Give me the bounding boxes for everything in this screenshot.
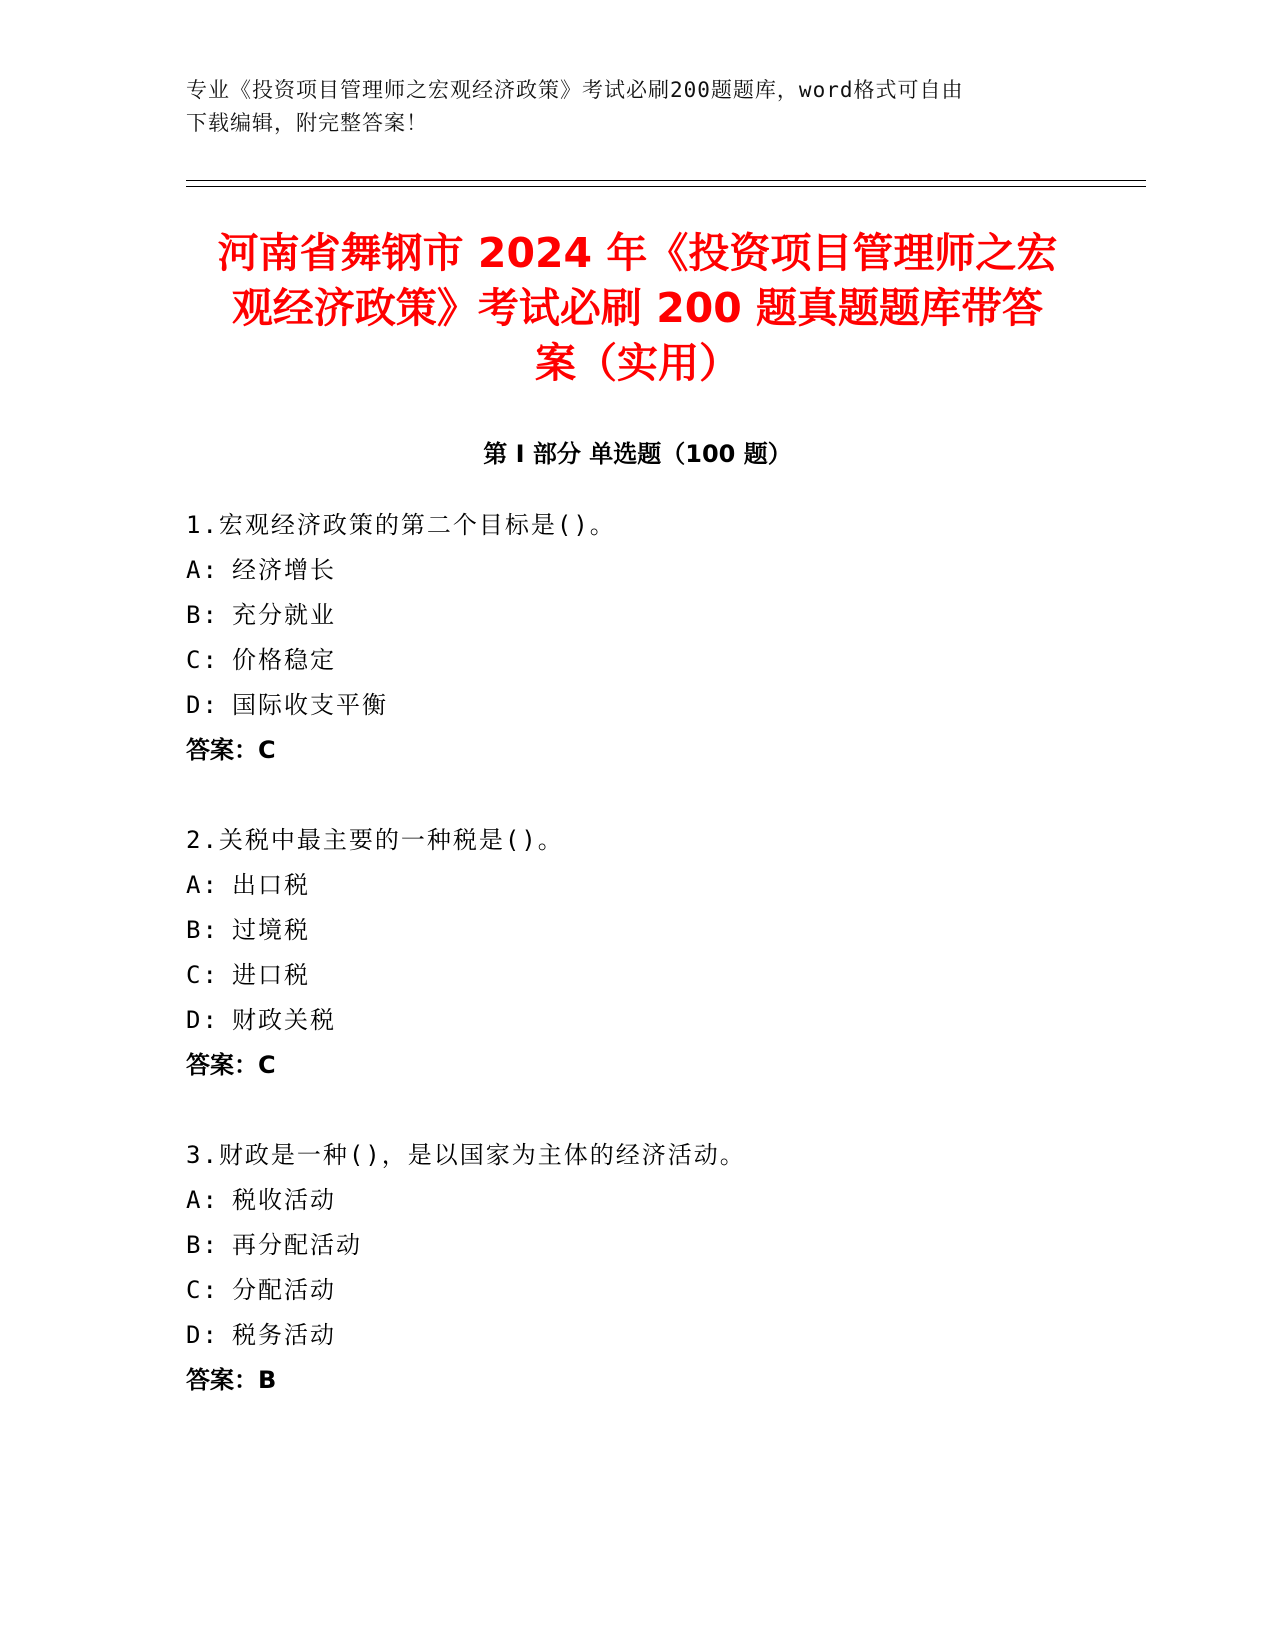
header-note-line-2: 下载编辑，附完整答案！ <box>186 111 428 135</box>
option-key: A: <box>186 871 219 899</box>
option-text: 进口税 <box>232 961 310 989</box>
option-key: B: <box>186 601 219 629</box>
header-divider-bottom <box>186 186 1146 187</box>
document-title-line-3: 案（实用） <box>535 339 740 387</box>
option-key: D: <box>186 1006 219 1034</box>
option-key: D: <box>186 691 219 719</box>
answer: 答案：C <box>186 736 276 764</box>
option-text: 充分就业 <box>232 601 336 629</box>
question-stem: 3.财政是一种()，是以国家为主体的经济活动。 <box>186 1141 746 1169</box>
question-1 <box>186 510 1086 780</box>
document-title-line-1: 河南省舞钢市 2024 年《投资项目管理师之宏 <box>217 229 1058 277</box>
option-text: 过境税 <box>232 916 310 944</box>
option-text: 价格稳定 <box>232 646 336 674</box>
header-divider-top <box>186 180 1146 181</box>
option-key: A: <box>186 1186 219 1214</box>
option-a <box>186 1185 1086 1230</box>
question-2 <box>186 825 1086 1095</box>
option-text: 分配活动 <box>232 1276 336 1304</box>
document-title <box>170 226 1105 391</box>
question-3 <box>186 1140 1086 1410</box>
option-a <box>186 555 1086 600</box>
answer: 答案：C <box>186 1051 276 1079</box>
section-heading: 第 I 部分 单选题（100 题） <box>483 440 792 468</box>
option-text: 税务活动 <box>232 1321 336 1349</box>
header-note-line-1: 专业《投资项目管理师之宏观经济政策》考试必刷200题题库，word格式可自由 <box>186 78 964 102</box>
option-b <box>186 915 1086 960</box>
option-text: 国际收支平衡 <box>232 691 388 719</box>
option-text: 税收活动 <box>232 1186 336 1214</box>
option-key: C: <box>186 646 219 674</box>
option-key: C: <box>186 961 219 989</box>
option-b <box>186 600 1086 645</box>
option-key: A: <box>186 556 219 584</box>
option-key: C: <box>186 1276 219 1304</box>
option-text: 出口税 <box>232 871 310 899</box>
option-d <box>186 1320 1086 1365</box>
answer: 答案：B <box>186 1366 277 1394</box>
header-note <box>186 74 1086 140</box>
option-b <box>186 1230 1086 1275</box>
option-key: D: <box>186 1321 219 1349</box>
question-stem: 2.关税中最主要的一种税是()。 <box>186 826 564 854</box>
option-text: 经济增长 <box>232 556 336 584</box>
question-stem: 1.宏观经济政策的第二个目标是()。 <box>186 511 616 539</box>
option-key: B: <box>186 1231 219 1259</box>
document-title-line-2: 观经济政策》考试必刷 200 题真题题库带答 <box>231 284 1044 332</box>
option-d <box>186 690 1086 735</box>
option-text: 财政关税 <box>232 1006 336 1034</box>
option-c <box>186 645 1086 690</box>
option-text: 再分配活动 <box>232 1231 362 1259</box>
option-c <box>186 960 1086 1005</box>
option-key: B: <box>186 916 219 944</box>
option-a <box>186 870 1086 915</box>
option-c <box>186 1275 1086 1320</box>
option-d <box>186 1005 1086 1050</box>
